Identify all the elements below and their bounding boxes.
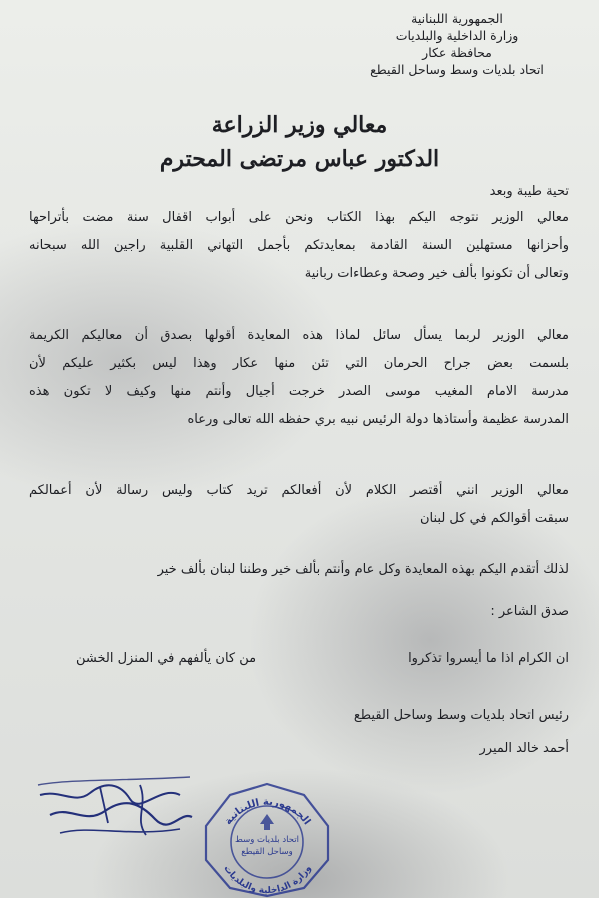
signatory-name: أحمد خالد الميرر (479, 741, 569, 756)
paragraph-line: معالي الوزير نتوجه اليكم بهذا الكتاب ونحن على أبواب اقفال سنة مضت بأتراحها (29, 210, 569, 225)
paragraph-line: المدرسة عظيمة وأستاذها دولة الرئيس نبيه بري حفظه الله تعالى ورعاه (187, 412, 569, 427)
stamp-inner-line-2: وساحل القيطع (241, 847, 293, 857)
recipient-title: معالي وزير الزراعة (211, 112, 388, 138)
verse-first-half: ان الكرام اذا ما أيسروا تذكروا (408, 651, 569, 666)
letterhead-line-3: محافظة عكار (422, 45, 492, 60)
handwritten-signature (30, 775, 200, 845)
paragraph-line: بلسمت بعض جراح الحرمان التي تئن منها عكار وهذا ليس بكثير عليكم لأن (29, 356, 569, 371)
paragraph-line: مدرسة الامام المغيب موسى الصدر خرجت أجيال وأنتم منها وكيف لا تكون هذه (29, 384, 569, 399)
cedar-icon (260, 814, 274, 830)
paragraph-2 (29, 322, 569, 434)
letterhead (327, 10, 587, 78)
paragraph-1 (29, 204, 569, 288)
verse-second-half: من كان يألفهم في المنزل الخشن (76, 651, 257, 666)
recipient-name: الدكتور عباس مرتضى المحترم (159, 146, 440, 172)
paragraph-line: سبقت أقوالكم في كل لبنان (419, 511, 569, 526)
poet-intro: صدق الشاعر : (490, 604, 569, 619)
letterhead-line-4: اتحاد بلديات وسط وساحل القيطع (370, 62, 544, 77)
stamp-outer-bottom: وزارة الداخلية والبلديات (221, 863, 314, 896)
paragraph-line: معالي الوزير لربما يسأل سائل لماذا هذه المعايدة أقولها بصدق أن معاليكم الكريمة (29, 328, 569, 343)
letterhead-line-1: الجمهورية اللبنانية (411, 11, 503, 26)
paragraph-line: وأحزانها مستهلين السنة القادمة بمعايدتكم بأجمل التهاني القلبية راجين الله سبحانه (29, 238, 569, 253)
paragraph-line: وتعالى أن تكونوا بألف خير وصحة وعطاءات ربانية (304, 266, 569, 281)
stamp-inner-line-1: اتحاد بلديات وسط (235, 835, 299, 845)
paragraph-line: معالي الوزير انني أقتصر الكلام لأن أفعالكم تريد كتاب وليس رسالة لأن أعمالكم (29, 483, 569, 498)
official-stamp (200, 780, 335, 898)
paragraph-3 (29, 477, 569, 533)
stamp-outer-top: الجمهورية اللبنانية (222, 796, 313, 828)
paragraph-line: لذلك أتقدم اليكم بهذه المعايدة وكل عام وأنتم بألف خير وطننا لبنان بألف خير (157, 562, 569, 577)
greeting: تحية طيبة وبعد (489, 184, 569, 199)
signatory-title: رئيس اتحاد بلديات وسط وساحل القيطع (353, 708, 569, 723)
paragraph-4 (29, 556, 569, 584)
letterhead-line-2: وزارة الداخلية والبلديات (395, 28, 519, 43)
